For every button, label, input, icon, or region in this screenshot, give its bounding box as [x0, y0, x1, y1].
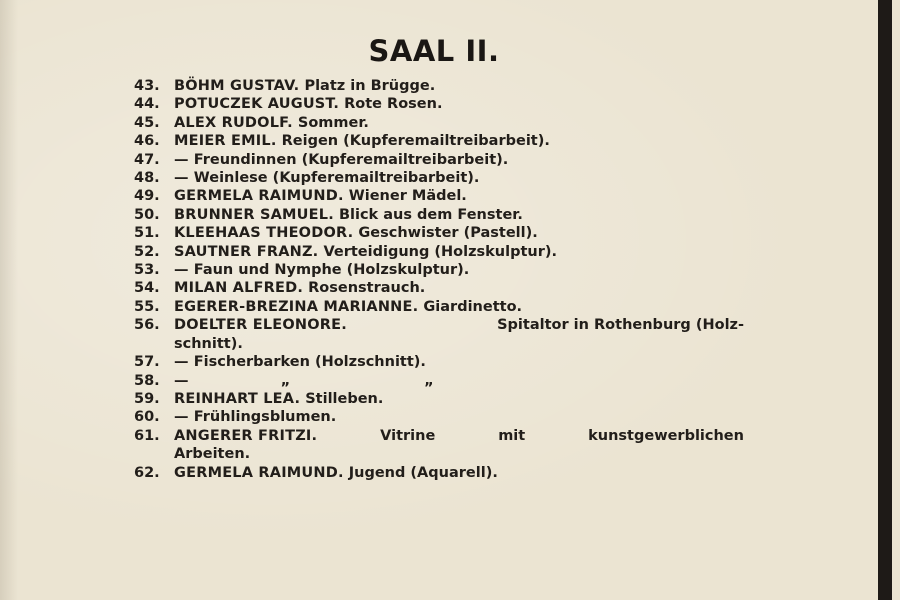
list-item [134, 353, 744, 371]
work-title: Rosenstrauch. [308, 280, 426, 297]
list-item [134, 95, 744, 113]
entry-number: 51. [134, 225, 160, 242]
entry-number: 59. [134, 390, 160, 407]
work-title: Faun und Nymphe (Holzskulptur). [193, 262, 470, 279]
work-title: Jugend (Aquarell). [348, 464, 498, 481]
work-title: Blick aus dem Fenster. [338, 206, 523, 223]
list-item [134, 298, 744, 316]
artist-dash: — [174, 409, 189, 426]
artist-dash: — [174, 151, 189, 168]
title-word: mit [498, 427, 526, 444]
work-title: Wiener Mädel. [348, 188, 467, 205]
work-title: Stilleben. [305, 390, 384, 407]
right-border-rule [878, 0, 892, 600]
work-title: Reigen (Kupferemailtreibarbeit). [281, 133, 550, 150]
artist-dash: — [174, 170, 189, 187]
entry-number: 57. [134, 354, 160, 371]
list-item [134, 114, 744, 132]
ditto-mark: „ [280, 372, 291, 389]
work-title: Verteidigung (Holzskulptur). [323, 243, 558, 260]
artist-name: SAUTNER FRANZ. [174, 243, 319, 260]
entry-number: 61. [134, 427, 160, 444]
title-word: Vitrine [380, 427, 436, 444]
page-fold-shadow [0, 0, 18, 600]
work-title: Giardinetto. [423, 298, 523, 315]
entry-number: 54. [134, 280, 160, 297]
artist-name: ANGERER FRITZI. [174, 427, 318, 444]
work-title: Rote Rosen. [344, 96, 443, 113]
entry-number: 56. [134, 317, 160, 334]
artist-name: KLEEHAAS THEODOR. [174, 225, 354, 242]
work-title: Spitaltor in Rothenburg (Holz- [497, 317, 744, 334]
artist-name: BRUNNER SAMUEL. [174, 206, 334, 223]
work-title-continuation: schnitt). [174, 335, 243, 352]
artist-dash: — [174, 354, 189, 371]
list-item [134, 206, 744, 224]
entry-number: 62. [134, 464, 160, 481]
list-item [134, 243, 744, 261]
catalog-list [134, 77, 744, 482]
artist-name: BÖHM GUSTAV. [174, 78, 300, 94]
list-item [134, 151, 744, 169]
entry-number: 52. [134, 243, 160, 260]
entry-number: 50. [134, 206, 160, 223]
artist-name: ALEX RUDOLF. [174, 114, 293, 131]
list-item [134, 316, 744, 353]
entry-number: 43. [134, 78, 160, 94]
list-item [134, 132, 744, 150]
list-item [134, 77, 744, 95]
list-item [134, 427, 744, 464]
title-word: kunstgewerblichen [588, 427, 744, 444]
artist-name: DOELTER ELEONORE. [174, 317, 347, 334]
work-title: Weinlese (Kupferemailtreibarbeit). [193, 170, 480, 187]
ditto-mark: „ [424, 372, 434, 389]
artist-name: EGERER-BREZINA MARIANNE. [174, 298, 419, 315]
list-item [134, 390, 744, 408]
work-title-continuation: Arbeiten. [174, 446, 251, 463]
artist-name: POTUCZEK AUGUST. [174, 96, 340, 113]
entry-number: 46. [134, 133, 160, 150]
artist-name: GERMELA RAIMUND. [174, 188, 344, 205]
entry-number: 53. [134, 262, 160, 279]
artist-name: REINHART LEA. [174, 390, 301, 407]
artist-name: GERMELA RAIMUND. [174, 464, 344, 481]
work-title: Geschwister (Pastell). [358, 225, 538, 242]
list-item [134, 224, 744, 242]
list-item [134, 169, 744, 187]
list-item [134, 372, 744, 390]
work-title: Sommer. [297, 114, 369, 131]
list-item [134, 261, 744, 279]
work-title: Fischerbarken (Holzschnitt). [193, 354, 426, 371]
entry-first-line [174, 316, 744, 334]
artist-dash: — [174, 372, 189, 389]
entry-number: 60. [134, 409, 160, 426]
entry-first-line [174, 427, 744, 445]
entry-number: 47. [134, 151, 160, 168]
entry-number: 58. [134, 372, 160, 389]
entry-number: 44. [134, 96, 160, 113]
work-title: Freundinnen (Kupferemailtreibarbeit). [193, 151, 509, 168]
work-title: Frühlingsblumen. [193, 409, 337, 426]
list-item [134, 408, 744, 426]
artist-name: MILAN ALFRED. [174, 280, 304, 297]
entry-number: 55. [134, 298, 160, 315]
list-item [134, 187, 744, 205]
artist-dash: — [174, 262, 189, 279]
entry-number: 49. [134, 188, 160, 205]
artist-name: MEIER EMIL. [174, 133, 277, 150]
room-heading: SAAL II. [368, 34, 500, 68]
entry-number: 48. [134, 170, 160, 187]
list-item [134, 464, 744, 482]
list-item [134, 279, 744, 297]
entry-number: 45. [134, 114, 160, 131]
work-title: Platz in Brügge. [304, 78, 436, 94]
